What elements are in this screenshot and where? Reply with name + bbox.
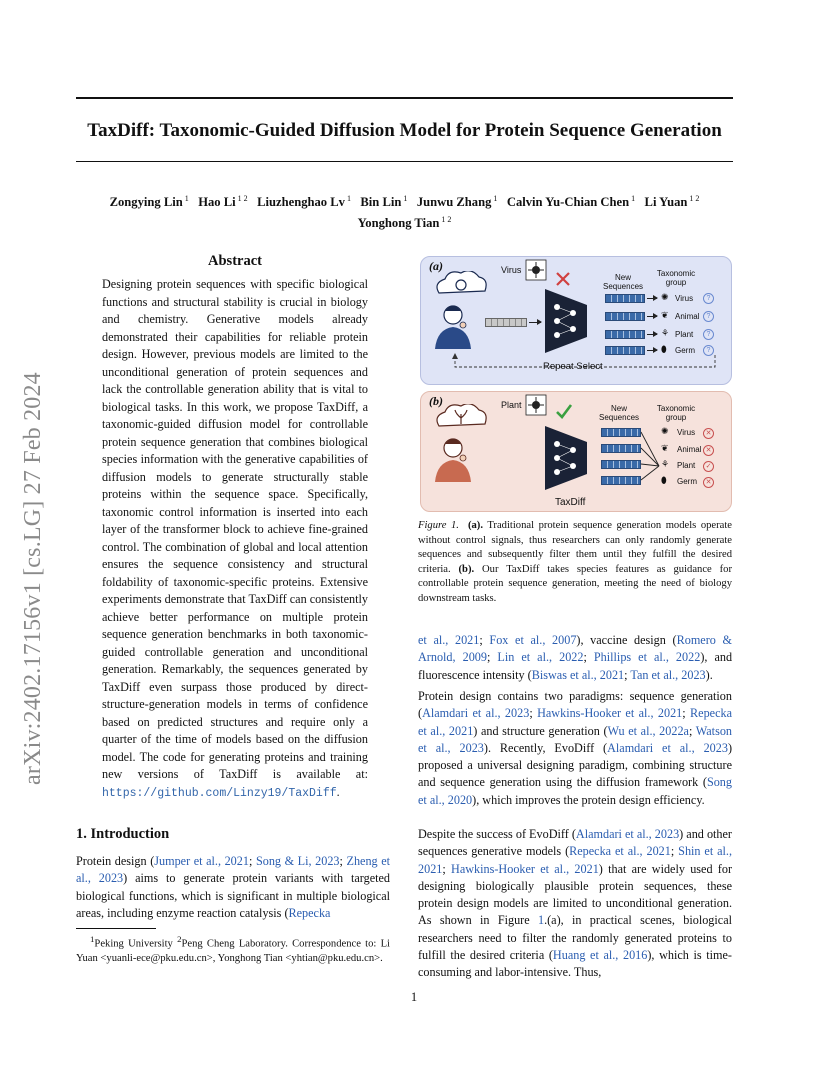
plant-icon: ⚘ [661, 328, 670, 338]
citation-link[interactable]: Jumper et al., 2021 [154, 854, 249, 868]
abstract-end: . [336, 784, 340, 799]
intro-text: ) aims to generate protein variants with targeted biological functions, which is significant in multiple biological areas, including enzyme reaction catalysis ( [76, 871, 390, 920]
group-label: Plant [675, 330, 694, 339]
paragraph-text: ; [583, 650, 594, 665]
citation-link[interactable]: Alamdari et al., 2023 [575, 827, 680, 841]
neural-network-icon [541, 422, 591, 494]
taxonomic-group-label-a: Taxonomic group [656, 269, 696, 287]
page-number: 1 [410, 990, 418, 1004]
green-check-icon [555, 402, 573, 420]
title-bottom-rule [76, 161, 733, 162]
author-affiliation: 1 [631, 194, 636, 203]
citation-link[interactable]: Phillips et al., 2022 [593, 650, 701, 665]
author-affiliation: 1 [493, 194, 498, 203]
animal-icon: ❦ [661, 310, 669, 320]
paragraph-text: Despite the success of EvoDiff ( [418, 827, 576, 841]
footnote-sup: 2 [177, 934, 182, 944]
citation-link[interactable]: Zheng et al., 2023 [76, 854, 391, 886]
paragraph-text: ), which is time-consuming and labor-intensive. Thus, [418, 948, 732, 980]
new-sequences-label-a: New Sequences [602, 273, 644, 291]
cross-circle-icon: ✕ [703, 428, 714, 439]
question-icon: ? [703, 345, 714, 356]
virus-icon [525, 259, 547, 281]
author-affiliation: 1 2 [441, 215, 452, 225]
arrow [647, 334, 657, 335]
author-affiliation: 1 [184, 194, 189, 203]
converging-arrows [641, 430, 661, 486]
paragraph-text: ; [529, 706, 538, 721]
citation-link[interactable]: Watson et al., 2023 [418, 723, 733, 755]
virus-label: Virus [501, 265, 522, 275]
citation-link[interactable]: Shin et al., 2021 [418, 844, 733, 876]
figure-panel-b [420, 391, 732, 512]
author-list [76, 190, 733, 232]
paragraph-text: ; [479, 633, 490, 647]
footnote [76, 932, 390, 967]
author-name: Yonghong Tian [357, 216, 440, 231]
germ-icon: ⬮ [661, 344, 667, 354]
thinking-person-illustration [427, 271, 497, 351]
paragraph-text: ). [705, 667, 713, 682]
plant-icon: ⚘ [661, 459, 670, 469]
author-name: Liuzhenghao Lv [257, 195, 345, 210]
citation-link[interactable]: Fox et al., 2007 [489, 633, 577, 647]
generated-sequence [605, 330, 645, 339]
caption-text: Our TaxDiff takes species features as guidance for controllable protein sequence generation, meeting the need of biology downstream tasks. [418, 563, 732, 604]
right-paragraph-0 [418, 632, 732, 684]
citation-link[interactable]: Tan et al., 2023 [630, 667, 706, 682]
caption-text: Traditional protein sequence generation models operate without control signals, thus researchers can only randomly generate sequences and subsequently filter them until they fulfill the desired criteria. [418, 520, 732, 575]
author-name: Li Yuan [644, 195, 688, 210]
author-name: Junwu Zhang [416, 195, 492, 210]
panel-a-label: (a) [429, 259, 443, 273]
figure-panel-a [420, 256, 732, 385]
right-paragraph-2 [418, 826, 732, 982]
paragraph-text: ), vaccine design ( [576, 633, 677, 647]
generated-sequence [601, 460, 641, 469]
group-label: Animal [675, 312, 700, 321]
input-sequence [485, 318, 527, 327]
germ-icon: ⬮ [661, 475, 667, 485]
author-affiliation: 1 2 [689, 194, 700, 203]
paragraph-text: ; [624, 667, 631, 682]
intro-text: ; [339, 854, 347, 868]
citation-link[interactable]: Wu et al., 2022a [607, 723, 689, 738]
paragraph-text: ) proposed a universal designing paradigm, combining structure and sequence generation using the diffusion framework ( [418, 740, 733, 790]
paragraph-text: ). Recently, EvoDiff ( [483, 740, 608, 755]
group-label: Virus [677, 428, 696, 437]
top-rule [76, 97, 733, 99]
new-sequences-label-b: New Sequences [598, 404, 640, 422]
repeat-select-label: Repeat Select [543, 361, 603, 372]
question-icon: ? [703, 293, 714, 304]
question-icon: ? [703, 311, 714, 322]
paragraph-text: ; [486, 650, 498, 665]
paragraph-text: ), which improves the protein design efficiency. [472, 792, 705, 807]
author-affiliation: 1 [346, 194, 351, 203]
paragraph-text: ), and fluorescence intensity ( [418, 650, 733, 682]
footnote-text: Peng Cheng Laboratory. Correspondence to: Li Yuan <yuanli-ece@pku.edu.cn>, Yonghong Tian <yhtian@pku.edu.cn>. [76, 938, 390, 965]
taxdiff-label: TaxDiff [555, 497, 586, 508]
abstract-text: Designing protein sequences with specific biological functions and structural stability is crucial in biology and chemistry. Generative models already demonstrated their capabilities for reliable protein design. However, previous models are limited to the unconditional generation of protein sequences and lack the controllable generation ability that is vital to biological tasks. In this work, we propose TaxDiff, a taxonomic-guided diffusion model for controllable protein sequence generation that combines biological species information with the generative capabilities of diffusion models to generate structurally stable proteins within the sequence space. Specifically, taxonomic control information is inserted into each layer of the transformer block to achieve fine-grained control. The combination of global and local attention ensures the sequence consistency and structural foldability of taxonomic-specific proteins. Extensive experiments demonstrate that TaxDiff can consistently achieve better performance on multiple protein sequence generation benchmarks in both taxonomic-guided controllable generation and unconditional generation. Remarkably, the sequences generated by TaxDiff even surpass those produced by direct-structure-generation models in terms of confidence based on predicted structures and require only a quarter of the time of models based on the diffusion model. The code for generating proteins and training new versions of TaxDiff is available at: [102, 277, 368, 781]
paragraph-text: .(a), in practical scenes, biological researchers need to filter the randomly generated proteins to fulfill the desired criteria ( [418, 913, 732, 963]
generated-sequence [605, 294, 645, 303]
footnote-text: Peking University [94, 938, 178, 950]
author-name: Calvin Yu-Chian Chen [506, 195, 630, 210]
cross-circle-icon: ✕ [703, 477, 714, 488]
citation-link[interactable]: Repecka et al., 2021 [569, 844, 671, 859]
generated-sequence [601, 428, 641, 437]
paragraph-text: ) and other sequences generative models ( [418, 827, 732, 859]
citation-link[interactable]: Alamdari et al., 2023 [607, 740, 728, 755]
citation-link[interactable]: Biswas et al., 2021 [531, 667, 625, 682]
caption-lead: Figure 1. [418, 520, 459, 531]
citation-link[interactable]: Song et al., 2020 [418, 775, 732, 807]
cross-circle-icon: ✕ [703, 445, 714, 456]
citation-link[interactable]: Alamdari et al., 2023 [422, 706, 530, 721]
citation-link[interactable]: Repecka [288, 905, 331, 920]
paragraph-text: ; [442, 861, 452, 876]
arrow [529, 322, 541, 323]
question-icon: ? [703, 329, 714, 340]
paper-title: TaxDiff: Taxonomic-Guided Diffusion Model for Protein Sequence Generation [87, 120, 722, 141]
plant-label: Plant [501, 400, 522, 410]
paragraph-text: ; [688, 723, 696, 738]
caption-a-label: (a). [467, 520, 483, 531]
plant-icon [525, 394, 547, 416]
author-affiliation: 1 [403, 194, 408, 203]
footnote-sup: 1 [90, 934, 95, 944]
citation-link[interactable]: Repecka et al., 2021 [418, 706, 733, 738]
generated-sequence [601, 444, 641, 453]
group-label: Animal [677, 445, 702, 454]
author-affiliation: 1 2 [237, 194, 248, 203]
intro-text: ; [248, 854, 256, 868]
citation-link[interactable]: Huang et al., 2016 [552, 948, 648, 963]
right-paragraph-1 [418, 688, 732, 809]
check-circle-icon: ✓ [703, 461, 714, 472]
group-label: Plant [677, 461, 696, 470]
author-name: Bin Lin [360, 195, 402, 210]
citation-link[interactable]: Romero & Arnold, 2009 [418, 633, 732, 665]
group-label: Virus [675, 294, 694, 303]
citation-link[interactable]: Lin et al., 2022 [497, 650, 584, 665]
paragraph-text: ; [670, 844, 679, 859]
abstract-heading: Abstract [208, 253, 262, 269]
abstract-body [102, 276, 368, 802]
code-link[interactable]: https://github.com/Linzy19/TaxDiff [102, 786, 337, 800]
citation-link[interactable]: Hawkins-Hooker et al., 2021 [537, 706, 683, 721]
paragraph-text: ) and structure generation ( [473, 723, 608, 738]
arrow [647, 350, 657, 351]
introduction-paragraph [76, 853, 390, 922]
section-heading-introduction: 1. Introduction [76, 826, 170, 842]
thinking-person-illustration [427, 404, 497, 484]
footnote-rule [76, 928, 156, 929]
caption-b-label: (b). [458, 563, 475, 575]
generated-sequence [601, 476, 641, 485]
citation-link[interactable]: Hawkins-Hooker et al., 2021 [451, 861, 599, 876]
citation-link[interactable]: Song & Li, 2023 [255, 854, 340, 868]
paragraph-text: ; [682, 706, 691, 721]
arrow [647, 316, 657, 317]
arxiv-stamp: arXiv:2402.17156v1 [cs.LG] 27 Feb 2024 [20, 372, 46, 785]
virus-icon: ✺ [661, 426, 669, 436]
panel-b-label: (b) [429, 394, 443, 408]
paragraph-text: Protein design contains two paradigms: sequence generation ( [418, 689, 732, 721]
arrow [647, 298, 657, 299]
generated-sequence [605, 312, 645, 321]
intro-text: Protein design ( [76, 854, 155, 868]
author-name: Zongying Lin [109, 195, 183, 210]
taxonomic-group-label-b: Taxonomic group [656, 404, 696, 422]
virus-icon: ✺ [661, 292, 669, 302]
paragraph-text: ) that are widely used for designing biologically plausible protein sequences, these protein design models are limited to unconditional generation. As shown in Figure [418, 861, 733, 928]
group-label: Germ [677, 477, 697, 486]
citation-link[interactable]: 1 [537, 913, 545, 928]
neural-network-icon [541, 285, 591, 357]
figure-caption [418, 519, 732, 606]
citation-link[interactable]: et al., 2021 [418, 633, 480, 647]
author-name: Hao Li [198, 195, 236, 210]
animal-icon: ❦ [661, 443, 669, 453]
group-label: Germ [675, 346, 695, 355]
